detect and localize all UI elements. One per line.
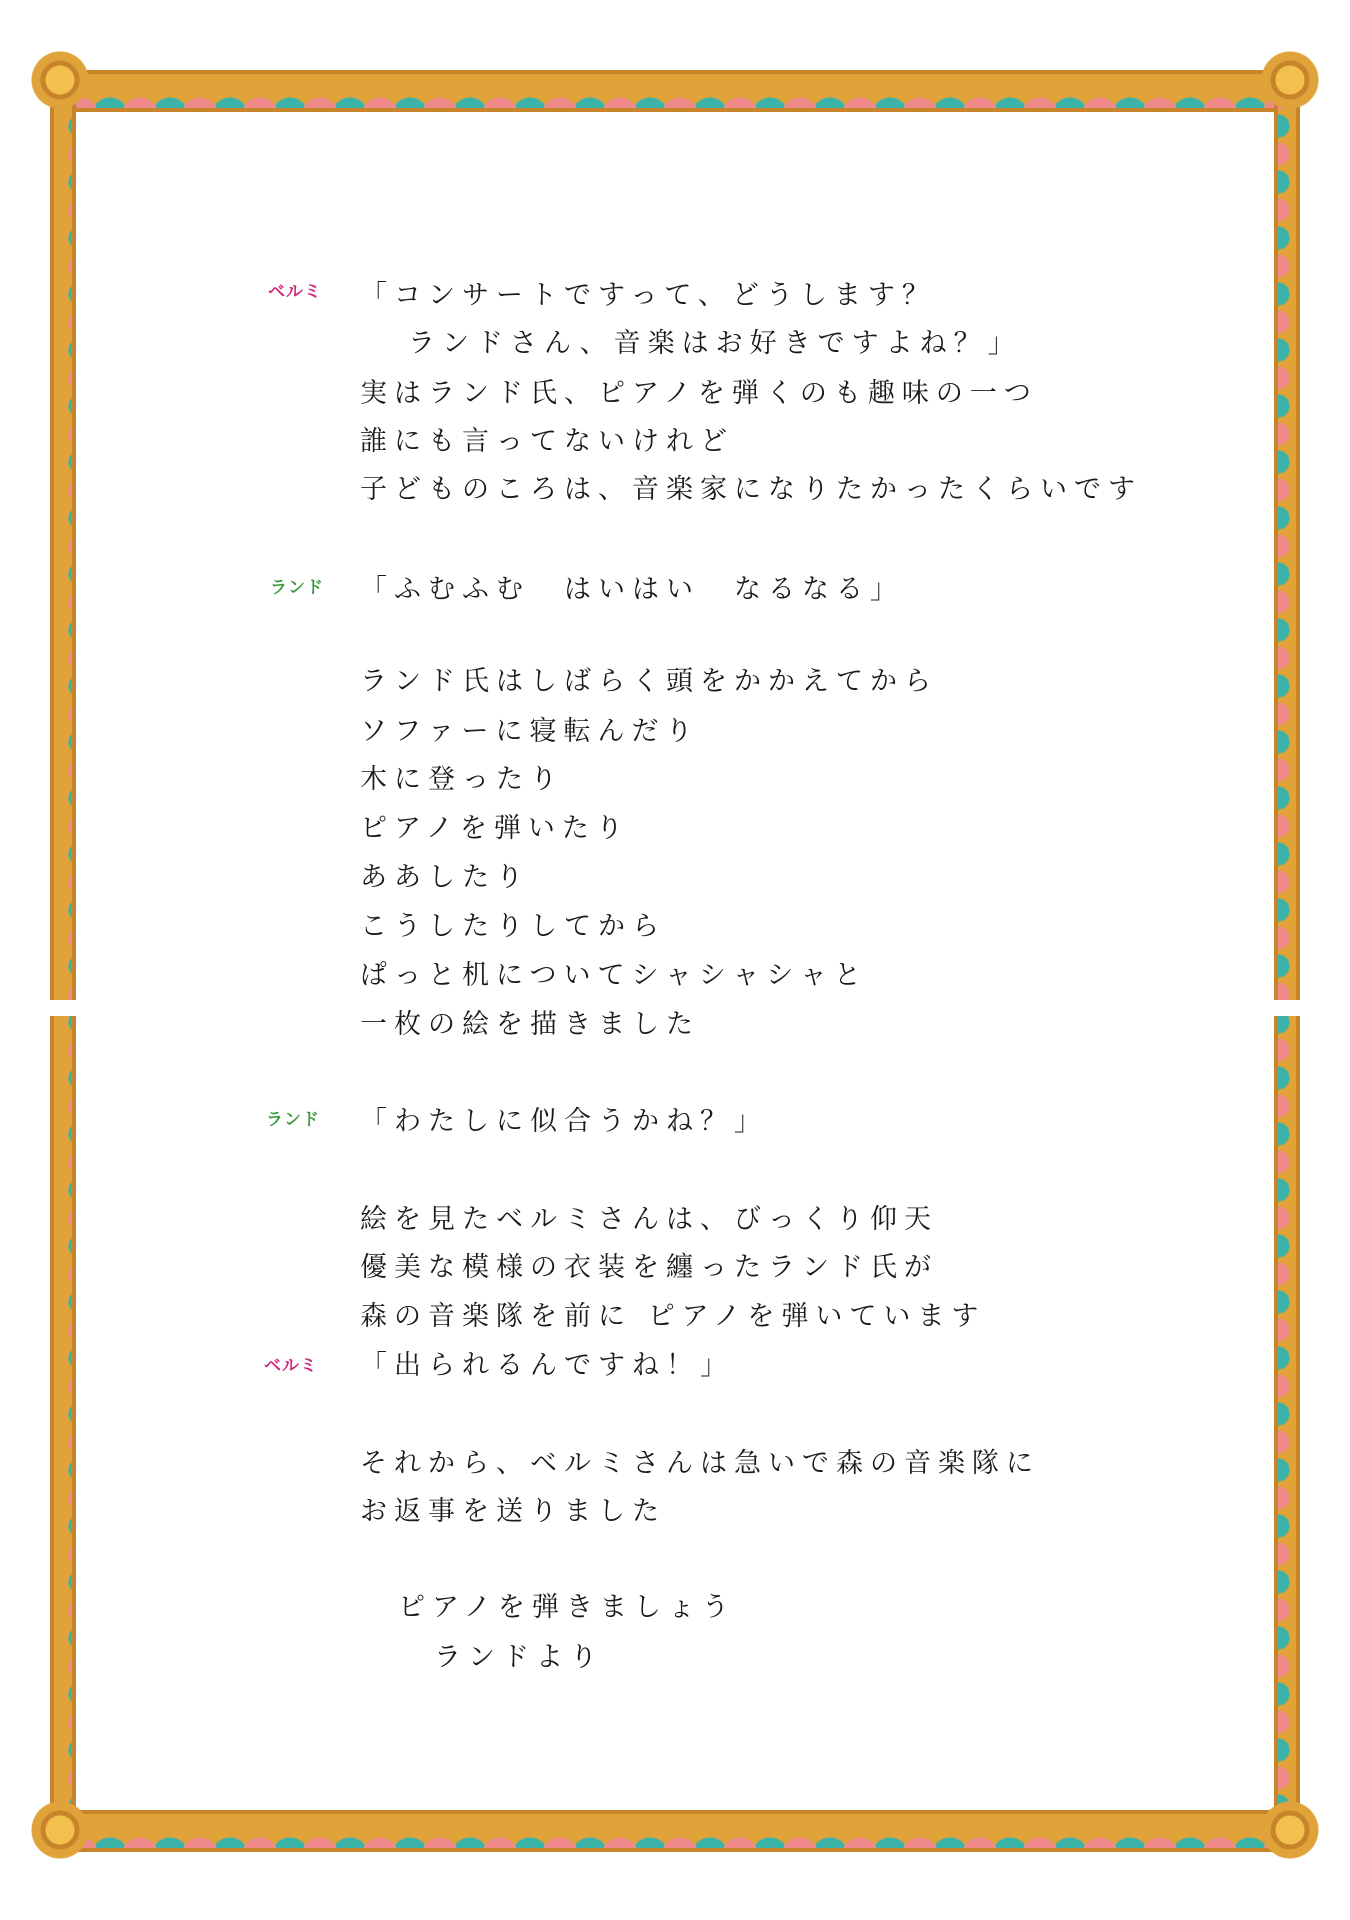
speaker-label-belumi: ベルミ (268, 282, 322, 302)
text-line: 実はランド氏、ピアノを弾くのも趣味の一つ (360, 378, 1038, 409)
frame-bottom-border (50, 1810, 1300, 1852)
text-line: 「出られるんですね！」 (360, 1350, 734, 1381)
text-line: 優美な模様の衣装を纏ったランド氏が (360, 1252, 938, 1283)
text-line: ランドさん、音楽はお好きですよね？」 (408, 328, 1022, 359)
text-line: ピアノを弾きましょう (398, 1592, 736, 1623)
frame-corner-ornament-top-left (30, 50, 90, 110)
text-line: ああしたり (360, 862, 530, 893)
text-line: 「わたしに似合うかね？」 (360, 1106, 768, 1137)
speaker-label-belumi: ベルミ (264, 1356, 318, 1376)
frame-corner-ornament-top-right (1260, 50, 1320, 110)
text-line: 森の音楽隊を前に ピアノを弾いています (360, 1301, 986, 1332)
speaker-label-rand: ランド (266, 1110, 320, 1130)
text-line: 子どものころは、音楽家になりたかったくらいです (360, 474, 1142, 505)
text-line: 絵を見たベルミさんは、びっくり仰天 (360, 1204, 938, 1235)
text-line: お返事を送りました (360, 1496, 666, 1527)
text-line: 木に登ったり (360, 764, 564, 795)
frame-left-border (50, 70, 76, 1852)
text-line: ランド氏はしばらく頭をかかえてから (360, 666, 938, 697)
text-line: ランドより (434, 1642, 604, 1673)
frame-top-border (50, 70, 1300, 112)
frame-left-gap (48, 1000, 78, 1016)
text-line: ソファーに寝転んだり (360, 716, 700, 747)
text-line: それから、ベルミさんは急いで森の音楽隊に (360, 1448, 1040, 1479)
text-line: ぱっと机についてシャシャシャと (360, 960, 868, 991)
text-line: ピアノを弾いたり (360, 813, 630, 844)
text-line: 「コンサートですって、どうします？ (360, 280, 936, 311)
text-line: 「ふむふむ はいはい なるなる」 (360, 574, 904, 605)
text-line: 一枚の絵を描きました (360, 1009, 700, 1040)
frame-corner-ornament-bottom-right (1260, 1800, 1320, 1860)
frame-right-border (1274, 70, 1300, 1852)
frame-right-gap (1272, 1000, 1302, 1016)
text-line: こうしたりしてから (360, 911, 666, 942)
frame-corner-ornament-bottom-left (30, 1800, 90, 1860)
speaker-label-rand: ランド (270, 578, 324, 598)
text-line: 誰にも言ってないけれど (360, 426, 734, 457)
